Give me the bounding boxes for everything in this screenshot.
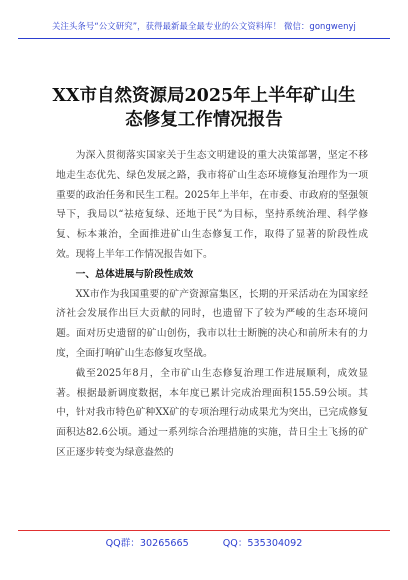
qq-group: QQ群：30265665 xyxy=(105,538,189,549)
top-divider xyxy=(18,38,390,39)
document-body xyxy=(56,146,368,463)
qq-number: QQ：535304092 xyxy=(222,538,303,549)
title-line-2: 态修复工作情况报告 xyxy=(125,110,283,130)
top-banner: 关注头条号“公文研究”，获得最新最全最专业的公文资料库！ 微信：gongwenyj xyxy=(52,21,356,31)
section-heading: 一、总体进展与阶段性成效 xyxy=(75,268,194,280)
title-line-1: XX市自然资源局2025年上半年矿山生 xyxy=(52,86,356,106)
body-paragraph-1: XX市作为我国重要的矿产资源富集区，长期的开采活动在为国家经济社会发展作出巨大贡献的同时，也遗留下了较为严峻的生态环境问题。面对历史遗留的矿山创伤，我市以壮士断腕的决心和前所未有的力度，全面打响矿山生态修复攻坚战。 xyxy=(56,288,368,359)
bottom-divider xyxy=(18,530,390,531)
body-paragraph-2: 截至2025年8月，全市矿山生态修复治理工作进展顺利，成效显著。根据最新调度数据，本年度已累计完成治理面积155.59公顷。其中，针对我市特色矿种XX矿的专项治理行动成果尤为突出，已完成修复面积达82.6公顷。通过一系列综合治理措施的实施，昔日尘土飞扬的矿区正逐步转变为绿意盎然的 xyxy=(56,367,368,458)
intro-paragraph: 为深入贯彻落实国家关于生态文明建设的重大决策部署，坚定不移地走生态优先、绿色发展之路，我市将矿山生态环境修复治理作为一项重要的政治任务和民生工程。2025年上半年，在市委、市政府的坚强领导下，我局以“祛疮复绿、还地于民”为目标，坚持系统治理、科学修复、标本兼治，全面推进矿山生态修复工作，取得了显著的阶段性成效。现将上半年工作情况报告如下。 xyxy=(56,150,368,260)
footer xyxy=(0,535,408,549)
document-title xyxy=(0,84,408,132)
